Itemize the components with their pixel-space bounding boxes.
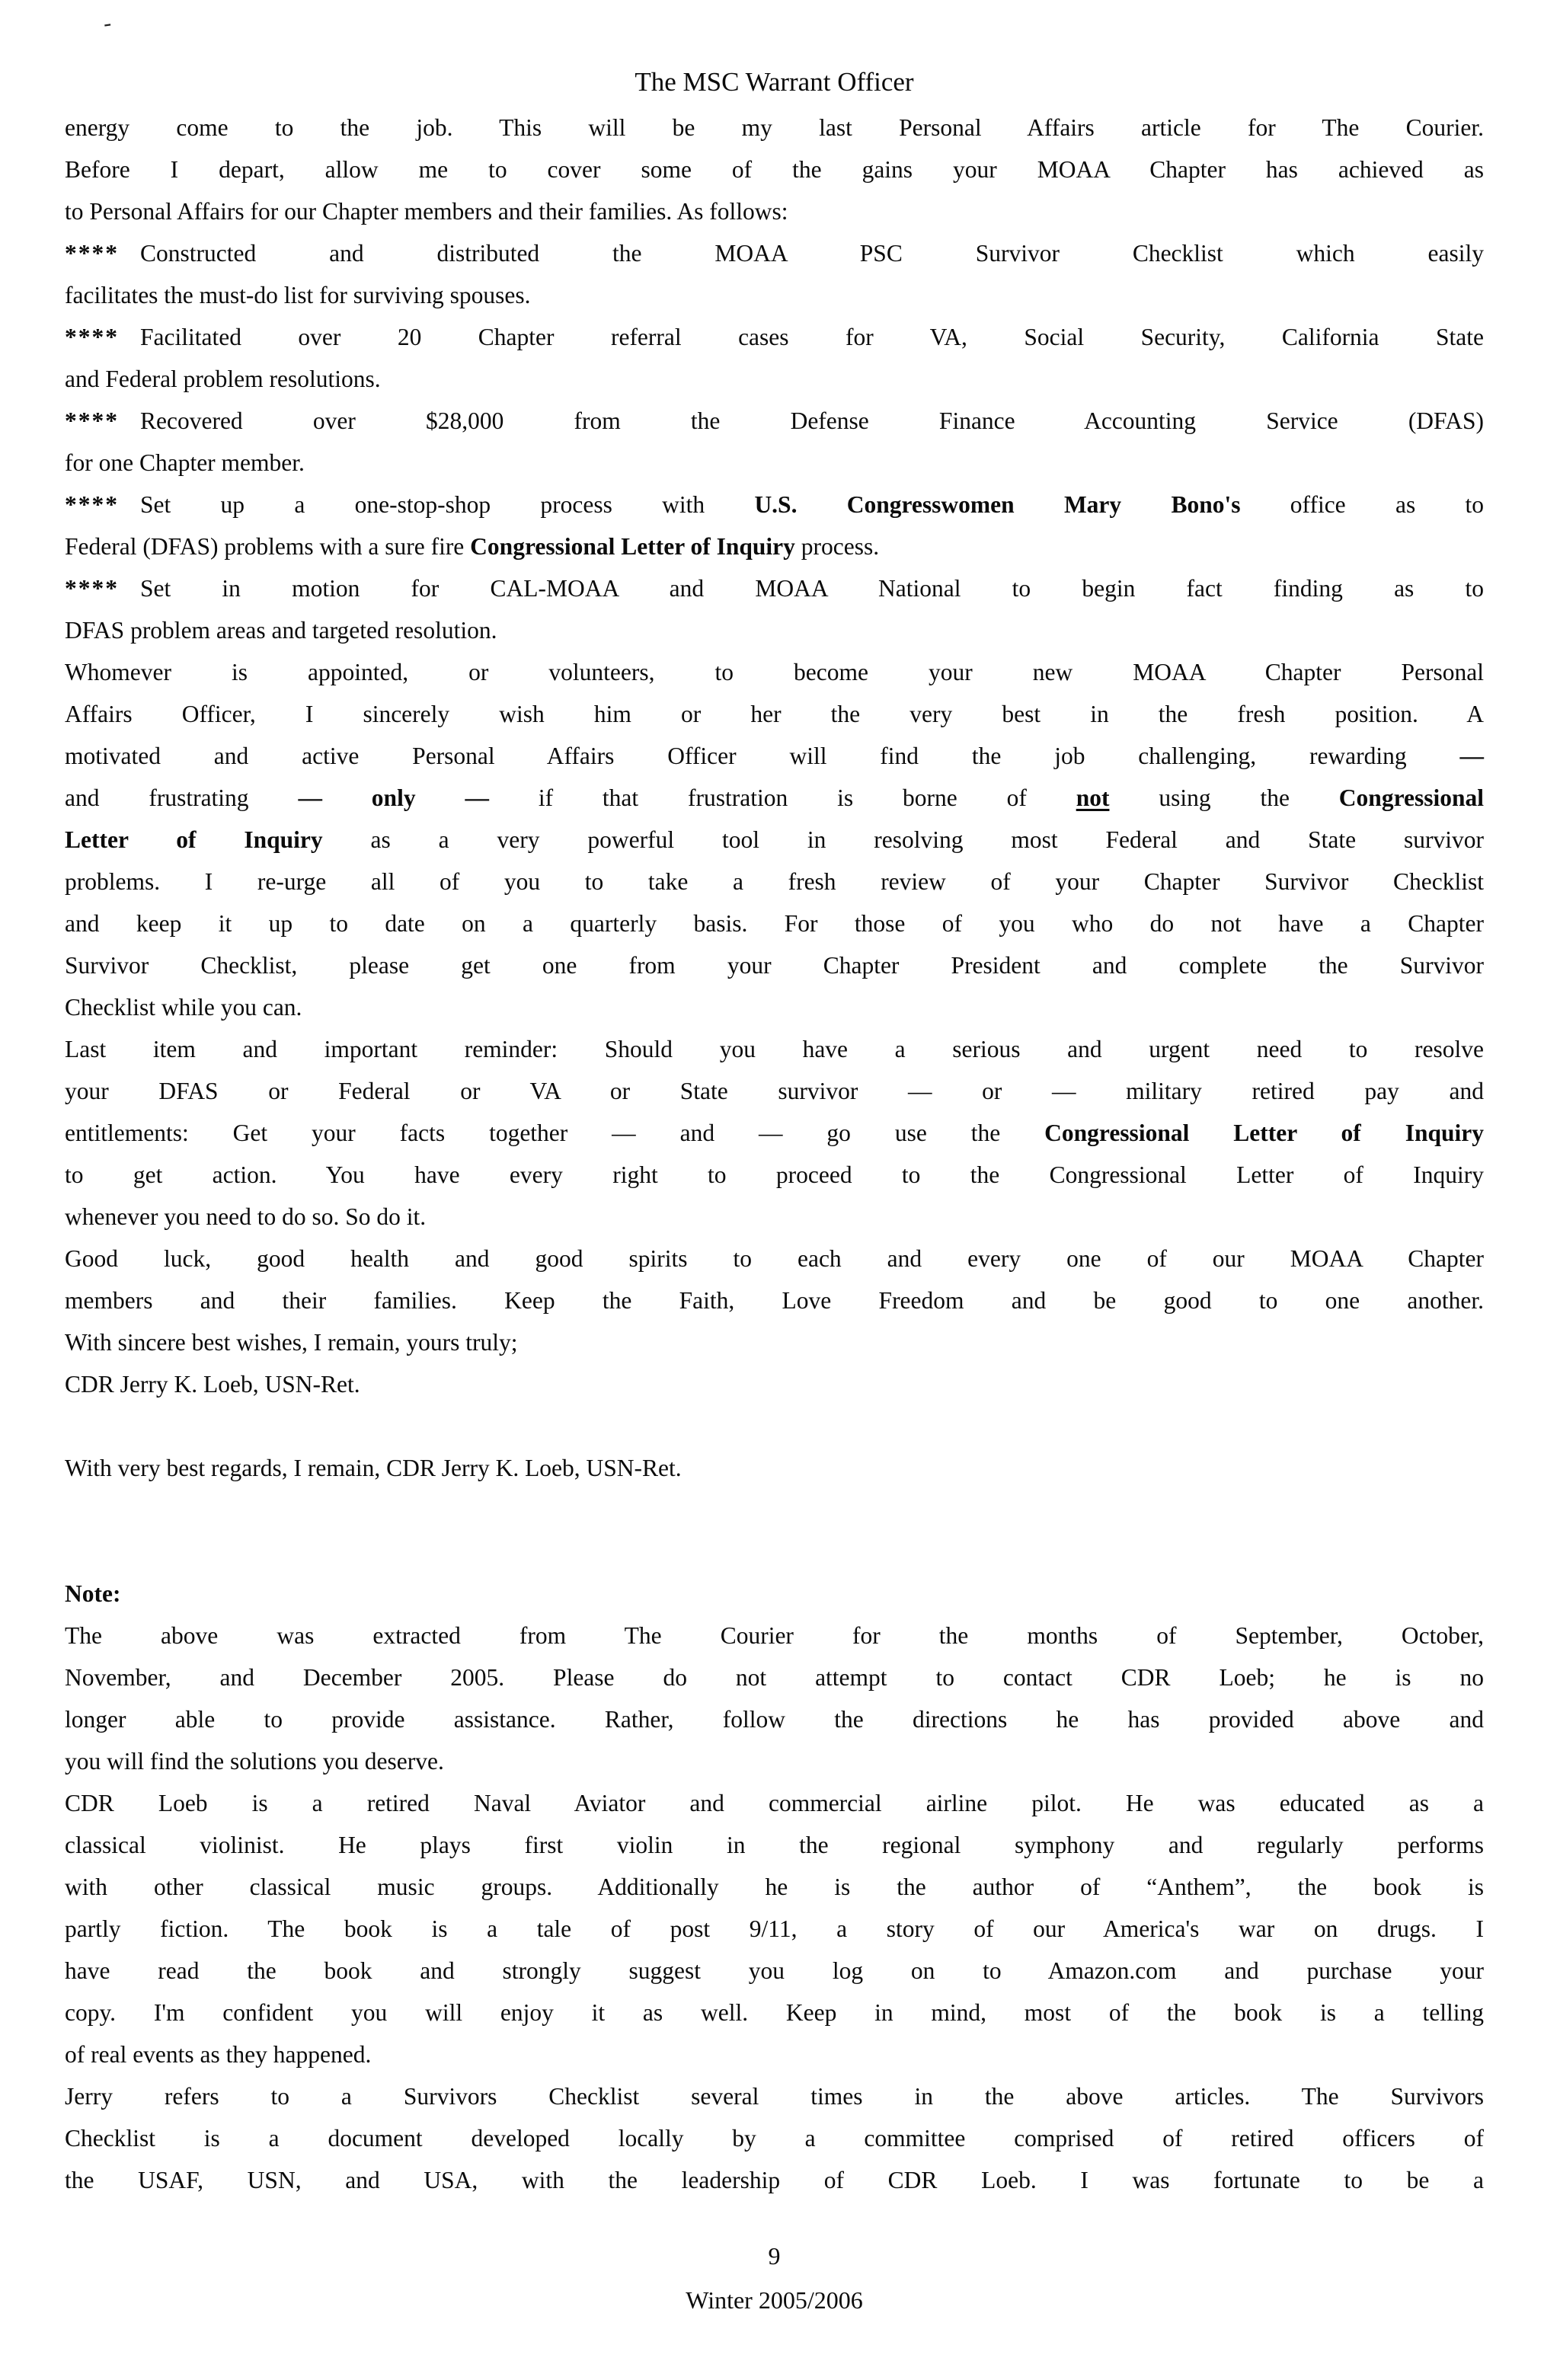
text-line [65,651,1484,693]
text-line [65,1028,1484,1070]
text-run: and keep it up to date on a quarterly basis. For those of you who do not have a Chapter [65,910,1484,937]
text-run: Note: [65,1580,121,1607]
text-line [65,735,1484,777]
text-line [65,1154,1484,1196]
text-run: Before I depart, allow me to cover some of the gains your MOAA Chapter has achieved as [65,156,1484,183]
text-run: members and their families. Keep the Faith, Love Freedom and be good to one another. [65,1287,1484,1314]
text-run: **** [65,407,119,434]
text-line [65,1573,1484,1615]
text-run: partly fiction. The book is a tale of post 9/11, a story of our America's war on drugs. I [65,1915,1484,1942]
text-line [65,902,1484,944]
text-run: **** [65,491,119,518]
text-line [65,1279,1484,1321]
text-line [65,358,1484,400]
blank-line [65,1531,1484,1573]
text-line [65,107,1484,149]
text-line [65,861,1484,902]
text-run: for one Chapter member. [65,449,305,476]
text-line [65,1698,1484,1740]
text-line [65,149,1484,190]
text-line [65,1196,1484,1238]
text-line [65,1908,1484,1950]
text-run: longer able to provide assistance. Rather, follow the directions he has provided above and [65,1706,1484,1733]
text-line [65,986,1484,1028]
text-run: Letter of Inquiry [65,826,323,853]
text-run: CDR Loeb is a retired Naval Aviator and commercial airline pilot. He was educated as a [65,1790,1484,1816]
text-run: office as to [1240,491,1484,518]
text-run: Survivor Checklist, please get one from your Chapter President and complete the Survivor [65,952,1484,979]
text-line [65,1238,1484,1279]
text-block [65,107,1484,2201]
text-run: **** [65,240,119,267]
text-run: DFAS problem areas and targeted resolution. [65,617,497,644]
text-line [65,944,1484,986]
text-line [65,442,1484,484]
text-run: — [1459,743,1484,769]
text-line [65,1866,1484,1908]
text-run: as a very powerful tool in resolving most Federal and State survivor [322,826,1485,853]
text-line [65,1112,1484,1154]
text-run: Last item and important reminder: Should you have a serious and urgent need to resolve [65,1036,1484,1062]
text-line [65,2075,1484,2117]
text-run: facilitates the must-do list for surviving spouses. [65,282,531,308]
text-line [65,190,1484,232]
text-run: With sincere best wishes, I remain, yours truly; [65,1329,518,1356]
text-line [65,484,1484,526]
text-run: and Federal problem resolutions. [65,366,381,392]
text-run: copy. I'm confident you will enjoy it as well. Keep in mind, most of the book is a telling [65,1999,1484,2026]
page-number: 9 [768,2242,781,2270]
text-line [65,777,1484,819]
text-run: **** [65,324,119,350]
text-run: Congressional Letter of Inquiry [470,533,795,560]
text-run: Checklist is a document developed locally by a committee comprised of retired officers of [65,2125,1484,2152]
text-run: Checklist while you can. [65,994,302,1021]
text-line [65,1782,1484,1824]
text-run: classical violinist. He plays first violin in the regional symphony and regularly performs [65,1832,1484,1858]
text-line [65,1070,1484,1112]
text-run: the USAF, USN, and USA, with the leadership of CDR Loeb. I was fortunate to be a [65,2167,1484,2193]
text-run: entitlements: Get your facts together — and — go use the [65,1120,1045,1146]
text-run: Set up a one-stop-shop process with [140,491,755,518]
text-line [65,693,1484,735]
text-run: Congressional Letter of Inquiry [1044,1120,1484,1146]
text-line [65,1992,1484,2033]
text-run: your DFAS or Federal or VA or State survivor — or — military retired pay and [65,1078,1484,1104]
text-run: Whomever is appointed, or volunteers, to become your new MOAA Chapter Personal [65,659,1484,685]
text-line [65,1447,1484,1489]
text-run: Good luck, good health and good spirits to each and every one of our MOAA Chapter [65,1245,1484,1272]
text-run: Constructed and distributed the MOAA PSC Survivor Checklist which easily [140,240,1484,267]
text-run: and frustrating [65,784,299,811]
text-run: to get action. You have every right to proceed to the Congressional Letter of Inquiry [65,1161,1484,1188]
text-line [65,1824,1484,1866]
text-run: of real events as they happened. [65,2041,372,2068]
text-line [65,1656,1484,1698]
text-run: Affairs Officer, I sincerely wish him or her the very best in the fresh position. A [65,701,1484,727]
text-run: Jerry refers to a Survivors Checklist several times in the above articles. The Survivors [65,2083,1484,2110]
text-run: Facilitated over 20 Chapter referral cases for VA, Social Security, California State [140,324,1484,350]
text-run: November, and December 2005. Please do not attempt to contact CDR Loeb; he is no [65,1664,1484,1691]
text-run: Congressional [1338,784,1484,811]
text-run: if that frustration is borne of [488,784,1076,811]
text-line [65,1321,1484,1363]
text-run: using the [1109,784,1339,811]
text-run: Federal (DFAS) problems with a sure fire [65,533,471,560]
page-title: The MSC Warrant Officer [635,67,914,97]
stray-scan-mark: - [101,10,113,37]
text-run: The above was extracted from The Courier for the months of September, October, [65,1622,1484,1649]
text-run: With very best regards, I remain, CDR Jerry K. Loeb, USN-Ret. [65,1455,682,1481]
text-run: energy come to the job. This will be my last Personal Affairs article for The Courier. [65,114,1484,141]
text-run: to Personal Affairs for our Chapter members and their families. As follows: [65,198,788,225]
text-run: Set in motion for CAL-MOAA and MOAA National to begin fact finding as to [140,575,1484,602]
text-run: whenever you need to do so. So do it. [65,1203,427,1230]
text-run: motivated and active Personal Affairs Officer will find the job challenging, rewarding [65,743,1460,769]
text-line [65,400,1484,442]
text-run: Recovered over $28,000 from the Defense Finance Accounting Service (DFAS) [140,407,1484,434]
text-run: CDR Jerry K. Loeb, USN-Ret. [65,1371,360,1398]
text-run: process. [794,533,880,560]
text-line [65,316,1484,358]
text-line [65,2159,1484,2201]
text-line [65,1615,1484,1656]
text-line [65,232,1484,274]
text-run: — only — [298,784,489,811]
text-run: problems. I re-urge all of you to take a fresh review of your Chapter Survivor Checklist [65,868,1484,895]
text-line [65,1740,1484,1782]
text-run: U.S. Congresswomen Mary Bono's [754,491,1241,518]
text-run: have read the book and strongly suggest you log on to Amazon.com and purchase your [65,1957,1484,1984]
blank-line [65,1405,1484,1447]
blank-line [65,1489,1484,1531]
text-line [65,609,1484,651]
text-line [65,819,1484,861]
issue-label: Winter 2005/2006 [686,2286,863,2314]
text-line [65,526,1484,567]
text-run: with other classical music groups. Additionally he is the author of “Anthem”, the book is [65,1874,1484,1900]
text-run: **** [65,575,119,602]
text-line [65,2033,1484,2075]
text-run: not [1076,784,1110,811]
text-line [65,2117,1484,2159]
text-line [65,1363,1484,1405]
text-line [65,567,1484,609]
text-run: you will find the solutions you deserve. [65,1748,444,1775]
text-line [65,1950,1484,1992]
text-line [65,274,1484,316]
